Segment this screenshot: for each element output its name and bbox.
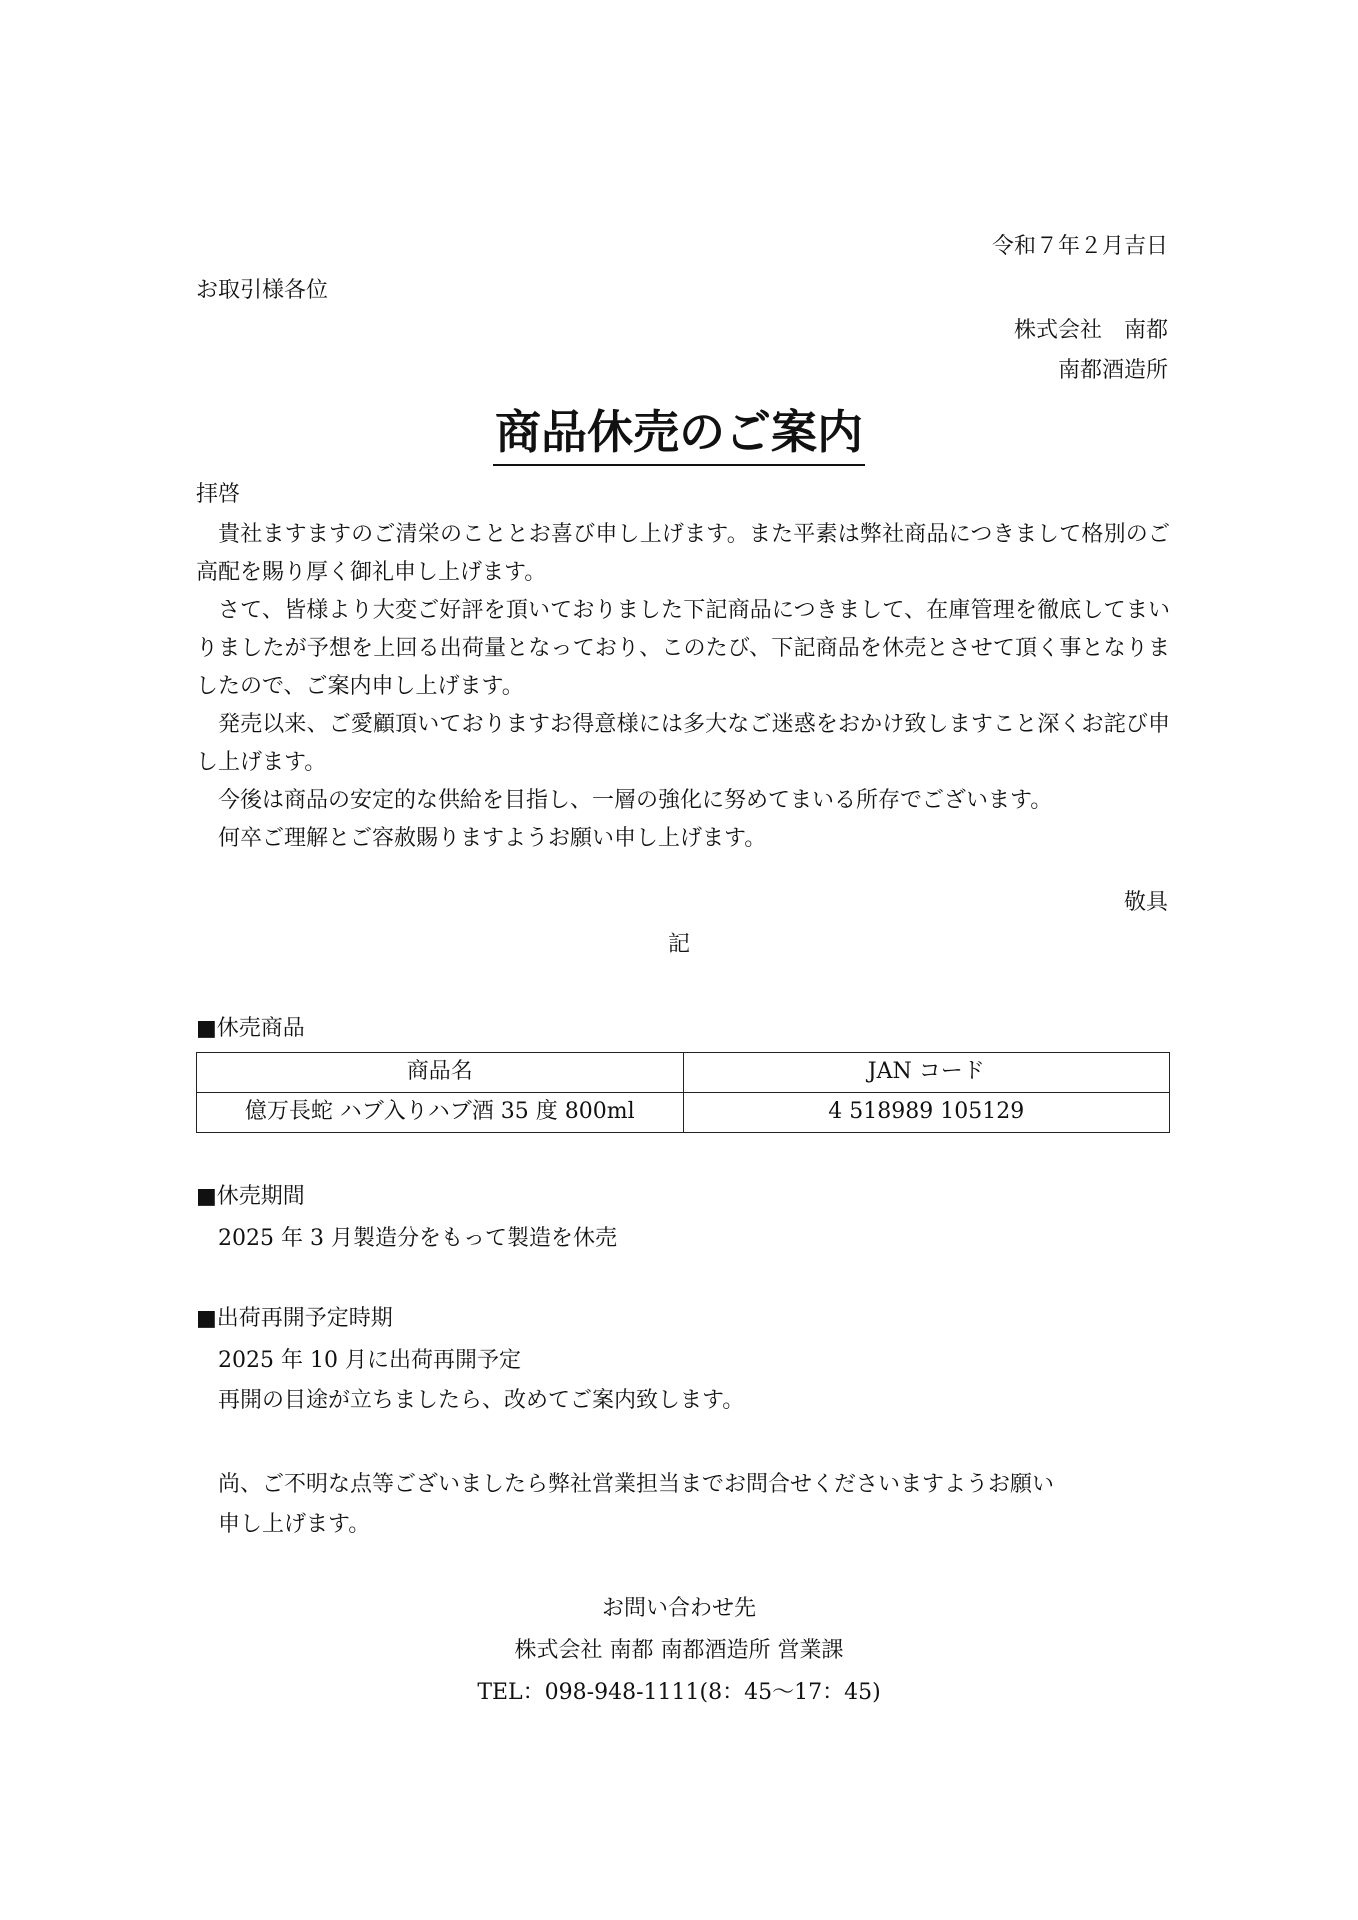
- contact-tel: TEL：098-948-1111(8：45～17：45): [477, 1680, 881, 1705]
- period-text: 2025 年 3 月製造分をもって製造を休売: [218, 1226, 617, 1251]
- letter-paragraph: 発売以来、ご愛顧頂いておりますお得意様には多大なご迷惑をおかけ致しますこと深くお詫び申し上げます。: [196, 712, 1170, 775]
- cell-product-name: 億万長蛇 ハブ入りハブ酒 35 度 800ml: [197, 1093, 684, 1133]
- column-header-jan-code: JAN コード: [683, 1053, 1170, 1093]
- contact-name: 株式会社 南都 南都酒造所 営業課: [514, 1638, 844, 1663]
- addressee: お取引様各位: [196, 278, 329, 303]
- table-header-row: [197, 1053, 1170, 1093]
- document-title: 商品休売のご案内: [493, 404, 865, 466]
- document-title-wrap: [0, 404, 1358, 466]
- section-heading-products: ■休売商品: [196, 1016, 305, 1041]
- closing-word: 敬具: [1123, 890, 1168, 915]
- section-heading-resume: ■出荷再開予定時期: [196, 1306, 393, 1331]
- salutation: 拝啓: [196, 482, 241, 507]
- contact-label: お問い合わせ先: [601, 1596, 756, 1621]
- column-header-product-name: 商品名: [197, 1053, 684, 1093]
- product-table: [196, 1052, 1170, 1133]
- letter-paragraph: 今後は商品の安定的な供給を目指し、一層の強化に努めてまいる所存でございます。: [218, 788, 1053, 813]
- letter-paragraph: さて、皆様より大変ご好評を頂いておりました下記商品につきまして、在庫管理を徹底してまいりましたが予想を上回る出荷量となっており、このたび、下記商品を休売とさせて頂く事となりましたので、ご案内申し上げます。: [196, 598, 1170, 699]
- inquiry-note-cont: 申し上げます。: [218, 1512, 371, 1537]
- ki-marker: 記: [667, 932, 690, 957]
- resume-note: 再開の目途が立ちましたら、改めてご案内致します。: [218, 1388, 745, 1413]
- issue-date: 令和７年２月吉日: [991, 234, 1168, 259]
- cell-jan-code: 4 518989 105129: [683, 1093, 1170, 1133]
- letter-body: [196, 516, 1170, 858]
- letter-paragraph: 貴社ますますのご清栄のこととお喜び申し上げます。また平素は弊社商品につきまして格別のご高配を賜り厚く御礼申し上げます。: [196, 522, 1170, 585]
- resume-text: 2025 年 10 月に出荷再開予定: [218, 1348, 521, 1373]
- inquiry-note: 尚、ご不明な点等ございましたら弊社営業担当までお問合せくださいますようお願い: [218, 1472, 1055, 1497]
- sender-brewery: 南都酒造所: [1057, 358, 1168, 383]
- section-heading-period: ■休売期間: [196, 1184, 305, 1209]
- letter-paragraph: 何卒ご理解とご容赦賜りますようお願い申し上げます。: [218, 826, 767, 851]
- table-row: [197, 1093, 1170, 1133]
- sender-company: 株式会社 南都: [1013, 318, 1168, 343]
